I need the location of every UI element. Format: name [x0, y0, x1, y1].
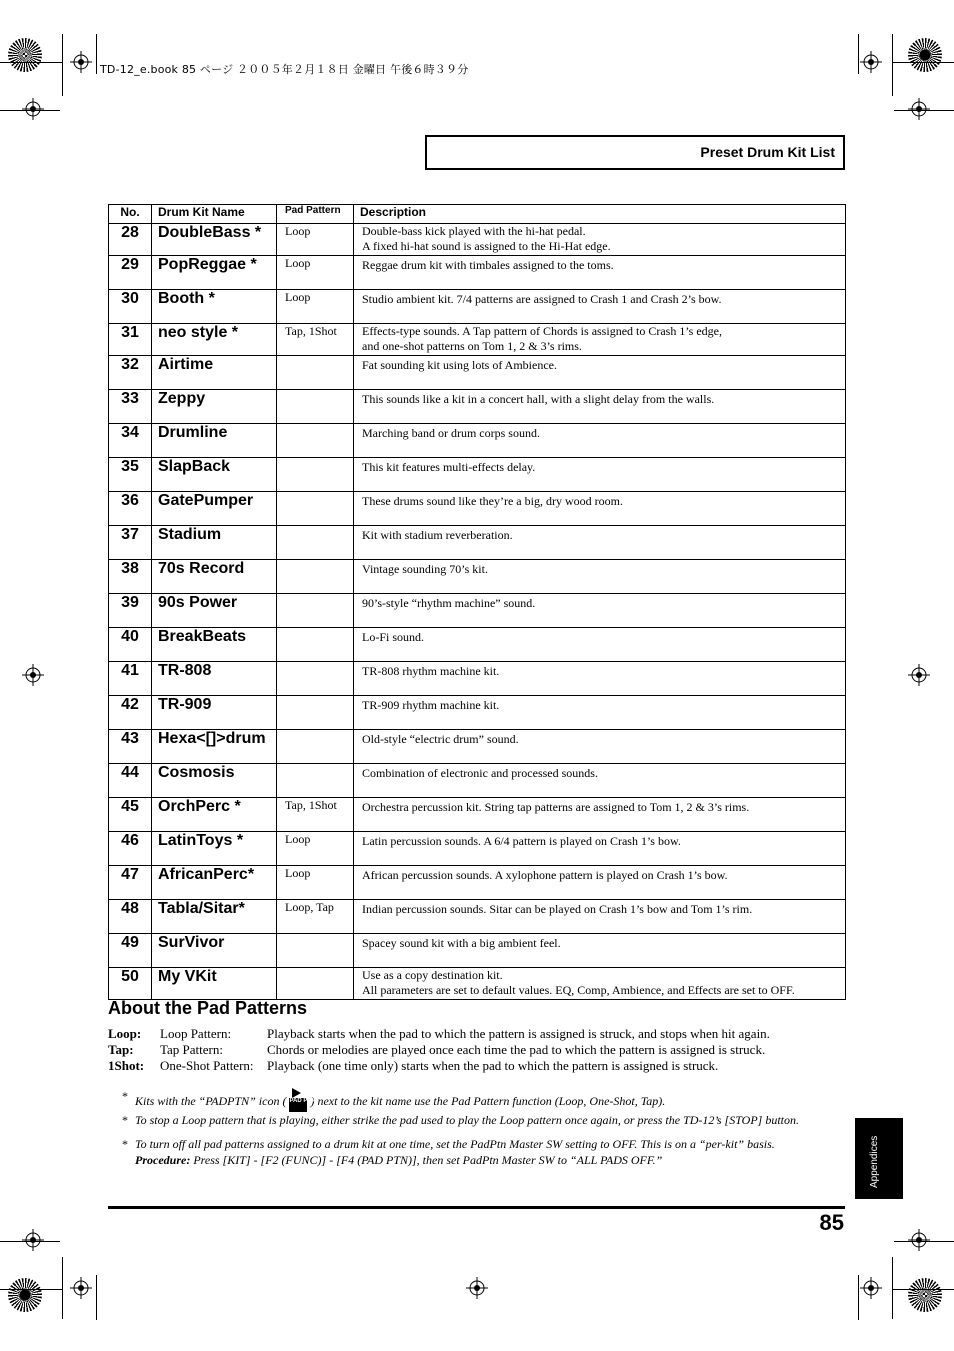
table-row: [109, 866, 846, 900]
kit-name: My VKit: [152, 968, 277, 1000]
kit-description: [354, 594, 846, 628]
procedure-text: Press [KIT] - [F2 (FUNC)] - [F4 (PAD PTN)], then set PadPtn Master SW to “ALL PADS OFF.”: [193, 1153, 663, 1167]
table-row: [109, 526, 846, 560]
kit-description: [354, 492, 846, 526]
kit-number: 34: [109, 424, 152, 458]
table-row: [109, 730, 846, 764]
registration-wheel-icon: [908, 1278, 942, 1312]
column-header-no: No.: [109, 205, 152, 224]
description-line: TR-909 rhythm machine kit.: [362, 698, 500, 712]
table-header-row: [109, 205, 846, 224]
description-line: Orchestra percussion kit. String tap patterns are assigned to Tom 1, 2 & 3’s rims.: [362, 800, 750, 814]
kit-number: 48: [109, 900, 152, 934]
crosshair-icon: [70, 51, 92, 73]
kit-description: [354, 256, 846, 290]
description-line: This sounds like a kit in a concert hall, with a slight delay from the walls.: [362, 392, 715, 406]
kit-pad-pattern: [277, 526, 354, 560]
kit-description: [354, 390, 846, 424]
kit-pad-pattern: Loop: [277, 290, 354, 324]
registration-wheel-icon: [908, 38, 942, 72]
kit-number: 50: [109, 968, 152, 1000]
kit-name: AfricanPerc*: [152, 866, 277, 900]
description-line: Reggae drum kit with timbales assigned to the toms.: [362, 258, 614, 272]
kit-name: SurVivor: [152, 934, 277, 968]
table-row: [109, 764, 846, 798]
kit-description: [354, 356, 846, 390]
kit-name: Stadium: [152, 526, 277, 560]
table-row: [109, 390, 846, 424]
kit-description: [354, 458, 846, 492]
kit-number: 47: [109, 866, 152, 900]
legend-description: Playback (one time only) starts when the pad to which the pattern is assigned is struck.: [267, 1058, 719, 1073]
kit-pad-pattern: [277, 458, 354, 492]
legend-type: Loop Pattern:: [160, 1026, 232, 1041]
kit-pad-pattern: [277, 764, 354, 798]
description-line: This kit features multi-effects delay.: [362, 460, 536, 474]
crosshair-icon: [70, 1277, 92, 1299]
kit-description: [354, 290, 846, 324]
description-line: Fat sounding kit using lots of Ambience.: [362, 358, 557, 372]
section-title: Preset Drum Kit List: [700, 144, 835, 160]
kit-description: [354, 696, 846, 730]
kit-pad-pattern: [277, 696, 354, 730]
kit-name: Airtime: [152, 356, 277, 390]
kit-description: [354, 224, 846, 256]
table-row: [109, 290, 846, 324]
kit-name: GatePumper: [152, 492, 277, 526]
kit-name: SlapBack: [152, 458, 277, 492]
kit-pad-pattern: Tap, 1Shot: [277, 798, 354, 832]
note-bullet: *: [122, 1113, 128, 1127]
description-line: Kit with stadium reverberation.: [362, 528, 513, 542]
kit-description: [354, 424, 846, 458]
description-line: Indian percussion sounds. Sitar can be played on Crash 1’s bow and Tom 1’s rim.: [362, 902, 753, 916]
kit-number: 46: [109, 832, 152, 866]
table-row: [109, 424, 846, 458]
note-text: Kits with the “PADPTN” icon (: [135, 1094, 287, 1108]
note-text: To stop a Loop pattern that is playing, either strike the pad used to play the Loop pattern once again, or press the TD-12’s [STOP] button.: [135, 1113, 800, 1127]
kit-name: DoubleBass *: [152, 224, 277, 256]
column-header-pad-pattern: Pad Pattern: [277, 205, 354, 224]
kit-description: [354, 900, 846, 934]
description-line: A fixed hi-hat sound is assigned to the Hi-Hat edge.: [362, 239, 611, 253]
kit-description: [354, 526, 846, 560]
legend-key: Tap:: [108, 1042, 134, 1057]
description-line: African percussion sounds. A xylophone pattern is played on Crash 1’s bow.: [362, 868, 728, 882]
kit-number: 38: [109, 560, 152, 594]
table-row: [109, 934, 846, 968]
kit-pad-pattern: [277, 356, 354, 390]
kit-pad-pattern: Loop: [277, 224, 354, 256]
kit-pad-pattern: Loop: [277, 256, 354, 290]
kit-pad-pattern: Loop, Tap: [277, 900, 354, 934]
kit-pad-pattern: Loop: [277, 832, 354, 866]
legend-oneshot: [108, 1058, 848, 1074]
kit-pad-pattern: [277, 662, 354, 696]
kit-number: 44: [109, 764, 152, 798]
kit-number: 36: [109, 492, 152, 526]
kit-pad-pattern: Tap, 1Shot: [277, 324, 354, 356]
kit-pad-pattern: [277, 492, 354, 526]
table-row: [109, 900, 846, 934]
registration-wheel-icon: [8, 38, 42, 72]
description-line: Double-bass kick played with the hi-hat pedal.: [362, 224, 586, 238]
section-header-box: [425, 135, 845, 170]
pad-pattern-icon: [289, 1088, 316, 1112]
description-line: All parameters are set to default values. EQ, Comp, Ambience, and Effects are set to OFF.: [362, 983, 795, 997]
footer-rule: [108, 1206, 845, 1209]
kit-name: PopReggae *: [152, 256, 277, 290]
kit-number: 41: [109, 662, 152, 696]
kit-number: 39: [109, 594, 152, 628]
kit-description: [354, 968, 846, 1000]
crosshair-icon: [466, 1277, 488, 1299]
description-line: TR-808 rhythm machine kit.: [362, 664, 500, 678]
kit-pad-pattern: [277, 560, 354, 594]
kit-name: Cosmosis: [152, 764, 277, 798]
description-line: These drums sound like they’re a big, dry wood room.: [362, 494, 623, 508]
kit-pad-pattern: [277, 594, 354, 628]
kit-pad-pattern: Loop: [277, 866, 354, 900]
side-tab: [855, 1118, 903, 1199]
description-line: Latin percussion sounds. A 6/4 pattern is played on Crash 1’s bow.: [362, 834, 681, 848]
crosshair-icon: [860, 51, 882, 73]
kit-pad-pattern: [277, 628, 354, 662]
table-row: [109, 798, 846, 832]
legend-key: 1Shot:: [108, 1058, 145, 1073]
kit-description: [354, 628, 846, 662]
print-slug: TD-12_e.book 85 ページ ２００５年２月１８日 金曜日 午後６時３９分: [100, 63, 469, 76]
table-row: [109, 594, 846, 628]
kit-number: 42: [109, 696, 152, 730]
kit-number: 37: [109, 526, 152, 560]
table-row: [109, 356, 846, 390]
kit-number: 30: [109, 290, 152, 324]
table-row: [109, 662, 846, 696]
kit-number: 43: [109, 730, 152, 764]
kit-description: [354, 866, 846, 900]
kit-description: [354, 832, 846, 866]
kit-name: Zeppy: [152, 390, 277, 424]
column-header-name: Drum Kit Name: [152, 205, 277, 224]
kit-number: 32: [109, 356, 152, 390]
side-tab-label: Appendices: [869, 1135, 880, 1188]
kit-description: [354, 324, 846, 356]
kit-number: 33: [109, 390, 152, 424]
table-row: [109, 968, 846, 1000]
kit-name: Booth *: [152, 290, 277, 324]
procedure-label: Procedure:: [135, 1153, 191, 1167]
crosshair-icon: [860, 1277, 882, 1299]
note-text: ) next to the kit name use the Pad Pattern function (Loop, One-Shot, Tap).: [310, 1094, 666, 1108]
description-line: Studio ambient kit. 7/4 patterns are assigned to Crash 1 and Crash 2’s bow.: [362, 292, 722, 306]
page-number: 85: [819, 1210, 844, 1235]
crosshair-icon: [22, 1229, 44, 1251]
table-row: [109, 696, 846, 730]
crosshair-icon: [908, 664, 930, 686]
about-pad-patterns-heading: About the Pad Patterns: [108, 998, 308, 1018]
table-row: [109, 832, 846, 866]
kit-number: 35: [109, 458, 152, 492]
description-line: Vintage sounding 70’s kit.: [362, 562, 488, 576]
kit-name: 70s Record: [152, 560, 277, 594]
legend-loop: [108, 1026, 848, 1042]
description-line: 90’s-style “rhythm machine” sound.: [362, 596, 536, 610]
legend-type: Tap Pattern:: [160, 1042, 223, 1057]
registration-wheel-icon: [8, 1278, 42, 1312]
kit-description: [354, 934, 846, 968]
description-line: Effects-type sounds. A Tap pattern of Chords is assigned to Crash 1’s edge,: [362, 324, 722, 338]
description-line: Old-style “electric drum” sound.: [362, 732, 519, 746]
description-line: Marching band or drum corps sound.: [362, 426, 540, 440]
table-row: [109, 256, 846, 290]
legend-type: One-Shot Pattern:: [160, 1058, 254, 1073]
kit-description: [354, 798, 846, 832]
description-line: and one-shot patterns on Tom 1, 2 & 3’s rims.: [362, 339, 582, 353]
kit-name: 90s Power: [152, 594, 277, 628]
table-row: [109, 324, 846, 356]
kit-description: [354, 730, 846, 764]
legend-description: Chords or melodies are played once each time the pad to which the pattern is assigned is struck.: [267, 1042, 766, 1057]
kit-name: BreakBeats: [152, 628, 277, 662]
kit-number: 49: [109, 934, 152, 968]
kit-description: [354, 764, 846, 798]
table-row: [109, 224, 846, 256]
drum-kit-table: [108, 204, 846, 1000]
kit-name: Drumline: [152, 424, 277, 458]
table-row: [109, 560, 846, 594]
kit-number: 45: [109, 798, 152, 832]
column-header-description: Description: [354, 205, 846, 224]
note-bullet: *: [122, 1089, 128, 1103]
kit-pad-pattern: [277, 934, 354, 968]
kit-description: [354, 662, 846, 696]
note-text: To turn off all pad patterns assigned to a drum kit at one time, set the PadPtn Master SW setting to OFF. This is on a “per-kit” basis.: [135, 1137, 775, 1151]
kit-name: OrchPerc *: [152, 798, 277, 832]
table-body: [109, 224, 846, 1000]
table-row: [109, 628, 846, 662]
crosshair-icon: [22, 664, 44, 686]
kit-name: TR-808: [152, 662, 277, 696]
kit-pad-pattern: [277, 424, 354, 458]
legend-key: Loop:: [108, 1026, 142, 1041]
crosshair-icon: [22, 98, 44, 120]
legend-tap: [108, 1042, 848, 1058]
legend-description: Playback starts when the pad to which the pattern is assigned is struck, and stops when hit again.: [267, 1026, 770, 1041]
description-line: Combination of electronic and processed sounds.: [362, 766, 598, 780]
crosshair-icon: [908, 98, 930, 120]
kit-description: [354, 560, 846, 594]
note-bullet: *: [122, 1137, 128, 1151]
kit-name: neo style *: [152, 324, 277, 356]
kit-name: Hexa<[]>drum: [152, 730, 277, 764]
description-line: Lo-Fi sound.: [362, 630, 425, 644]
kit-number: 31: [109, 324, 152, 356]
table-row: [109, 458, 846, 492]
kit-name: Tabla/Sitar*: [152, 900, 277, 934]
kit-pad-pattern: [277, 968, 354, 1000]
kit-pad-pattern: [277, 390, 354, 424]
kit-pad-pattern: [277, 730, 354, 764]
kit-name: LatinToys *: [152, 832, 277, 866]
description-line: Spacey sound kit with a big ambient feel.: [362, 936, 561, 950]
kit-name: TR-909: [152, 696, 277, 730]
pad-pattern-icon-label: PAD PTN: [289, 1098, 307, 1112]
kit-number: 40: [109, 628, 152, 662]
kit-number: 29: [109, 256, 152, 290]
table-row: [109, 492, 846, 526]
kit-number: 28: [109, 224, 152, 256]
description-line: Use as a copy destination kit.: [362, 968, 503, 982]
crosshair-icon: [908, 1229, 930, 1251]
